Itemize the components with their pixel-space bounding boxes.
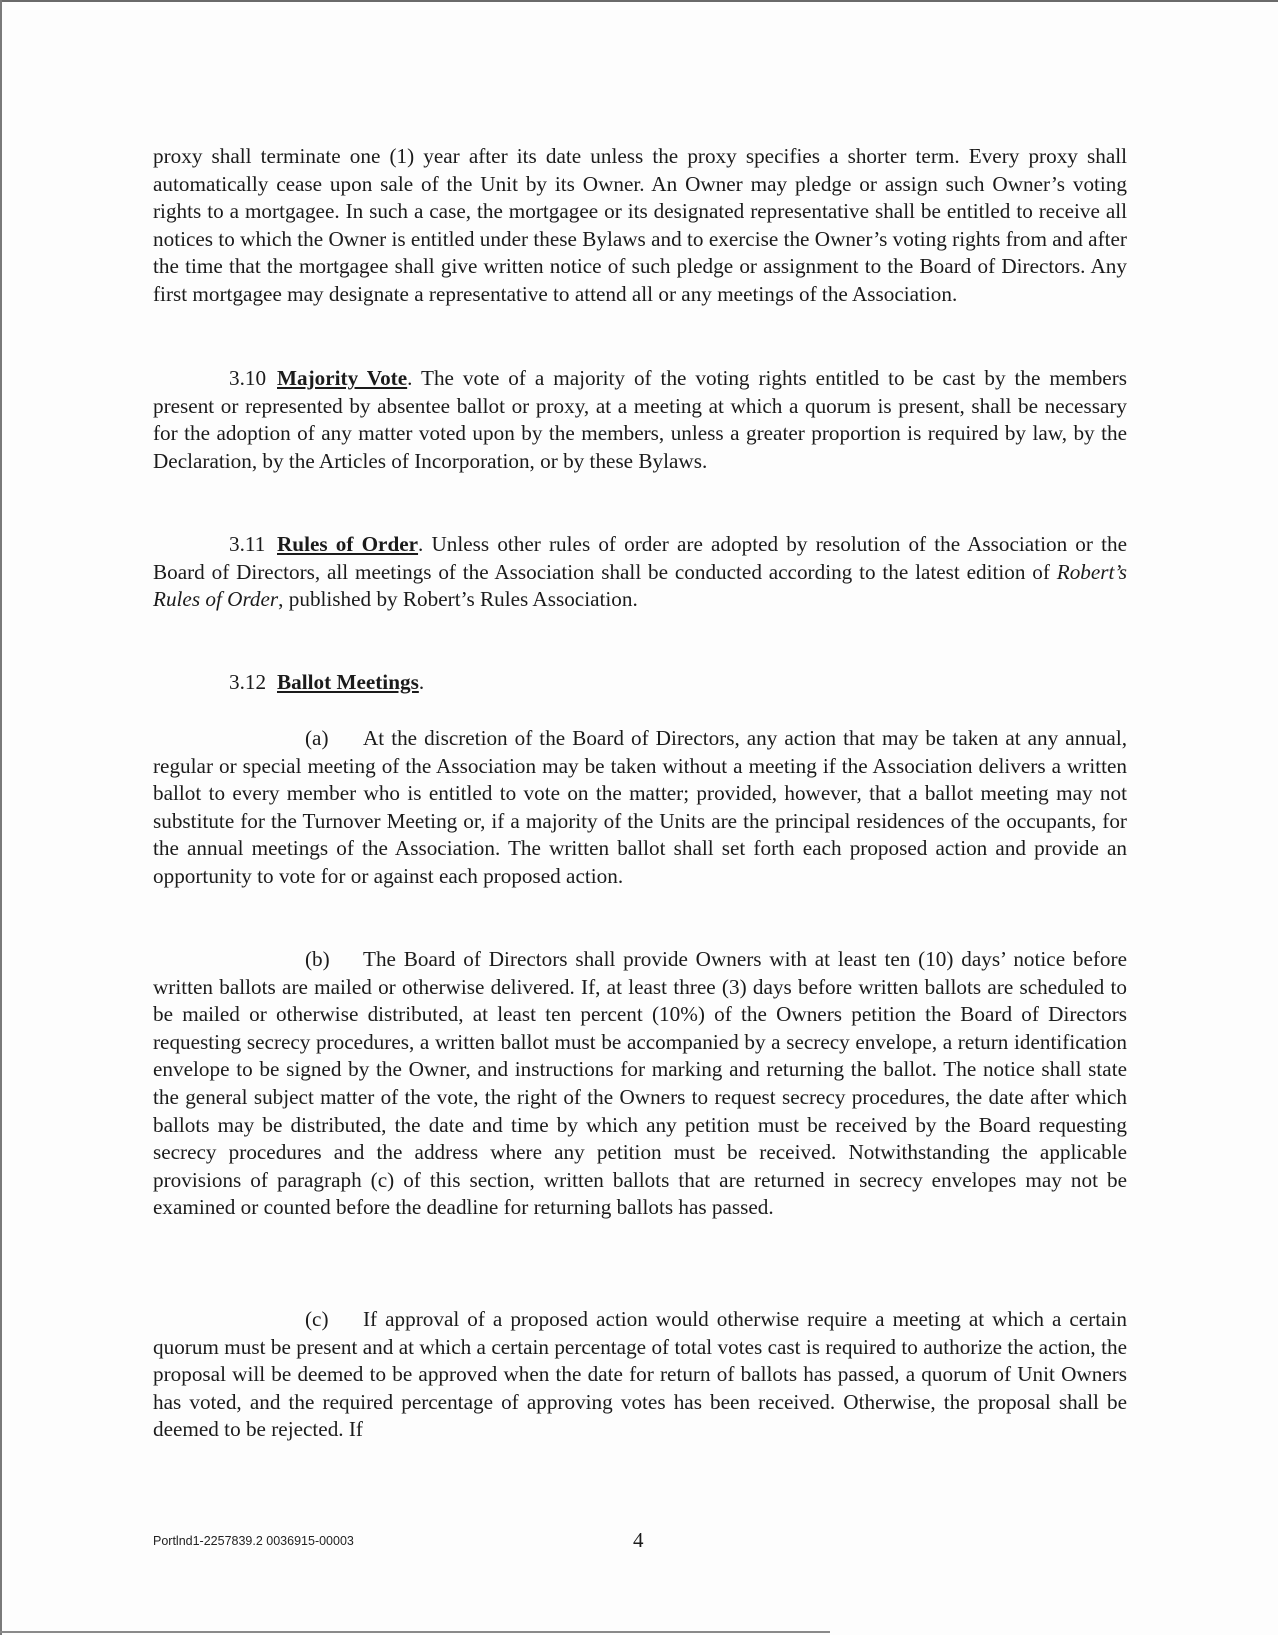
subsection-label: (a) [305, 726, 329, 750]
section-number: 3.11 [229, 532, 266, 556]
subsection-b [153, 946, 1127, 1222]
subsection-c [153, 1306, 1127, 1444]
subsection-text: If approval of a proposed action would otherwise require a meeting at which a certain quorum must be present and at which a certain percentage of total votes cast is required to authorize the action, the proposal will be deemed to be approved when the date for return of ballots has passed, a quorum of Unit Owners has voted, and the required percentage of approving votes has been received. Otherwise, the proposal shall be deemed to be rejected. If [153, 1307, 1127, 1442]
section-3-10 [153, 365, 1127, 475]
section-body: . Unless other rules of order are adopted by resolution of the Association or the Board of Directors, all meetings of the Association shall be conducted according to the latest edition of [153, 532, 1127, 584]
scan-border-top [0, 0, 1278, 2]
scan-border-bottom [0, 1631, 830, 1633]
subsection-label: (c) [305, 1307, 329, 1331]
section-number: 3.12 [229, 670, 267, 694]
section-heading-ballot-meetings: Ballot Meetings [277, 670, 419, 694]
section-heading-majority-vote: Majority Vote [277, 366, 408, 390]
page-number: 4 [633, 1528, 644, 1552]
section-number: 3.10 [229, 366, 267, 390]
subsection-a [153, 725, 1127, 891]
subsection-text: The Board of Directors shall provide Owners with at least ten (10) days’ notice before written ballots are mailed or otherwise delivered. If, at least three (3) days before written ballots are scheduled to be mailed or otherwise distributed, at least ten percent (10%) of the Owners petition the Board of Directors requesting secrecy procedures, a written ballot must be accompanied by a secrecy envelope, a return identification envelope to be signed by the Owner, and instructions for marking and returning the ballot. The notice shall state the general subject matter of the vote, the right of the Owners to request secrecy procedures, the date after which ballots may be distributed, the date and time by which any petition must be received by the Board requesting secrecy procedures and the address where any petition must be received. Notwithstanding the applicable provisions of paragraph (c) of this section, written ballots that are returned in secrecy envelopes may not be examined or counted before the deadline for returning ballots has passed. [153, 947, 1127, 1220]
paragraph-proxy-continuation: proxy shall terminate one (1) year after its date unless the proxy specifies a shorter term. Every proxy shall automatically cease upon sale of the Unit by its Owner. An Owner may pledge or assign such Owner’s voting rights to a mortgagee. In such a case, the mortgagee or its designated representative shall be entitled to receive all notices to which the Owner is entitled under these Bylaws and to exercise the Owner’s voting rights from and after the time that the mortgagee shall give written notice of such pledge or assignment to the Board of Directors. Any first mortgagee may designate a representative to attend all or any meetings of the Association. [153, 144, 1127, 306]
footer-document-id: Portlnd1-2257839.2 0036915-00003 [153, 1534, 354, 1548]
italic-title: Robert’s Rules of Order [153, 559, 1127, 612]
section-3-11 [153, 531, 1127, 614]
subsection-label: (b) [305, 947, 330, 971]
subsection-text: At the discretion of the Board of Directors, any action that may be taken at any annual, regular or special meeting of the Association may be taken without a meeting if the Association delivers a written ballot to every member who is entitled to vote on the matter; provided, however, that a ballot meeting may not substitute for the Turnover Meeting or, if a majority of the Units are the principal residences of the occupants, for the annual meetings of the Association. The written ballot shall set forth each proposed action and provide an opportunity to vote for or against each proposed action. [153, 726, 1127, 888]
section-body-end: , published by Robert’s Rules Association. [278, 587, 638, 612]
section-3-12 [153, 669, 1127, 697]
section-heading-period: . [418, 670, 425, 694]
section-heading-rules-of-order: Rules of Order [277, 532, 419, 556]
section-body: . The vote of a majority of the voting rights entitled to be cast by the members present or represented by absentee ballot or proxy, at a meeting at which a quorum is present, shall be necessary for the adoption of any matter voted upon by the members, unless a greater proportion is required by law, by the Declaration, by the Articles of Incorporation, or by these Bylaws. [153, 366, 1127, 473]
scan-border-left [0, 0, 2, 1635]
